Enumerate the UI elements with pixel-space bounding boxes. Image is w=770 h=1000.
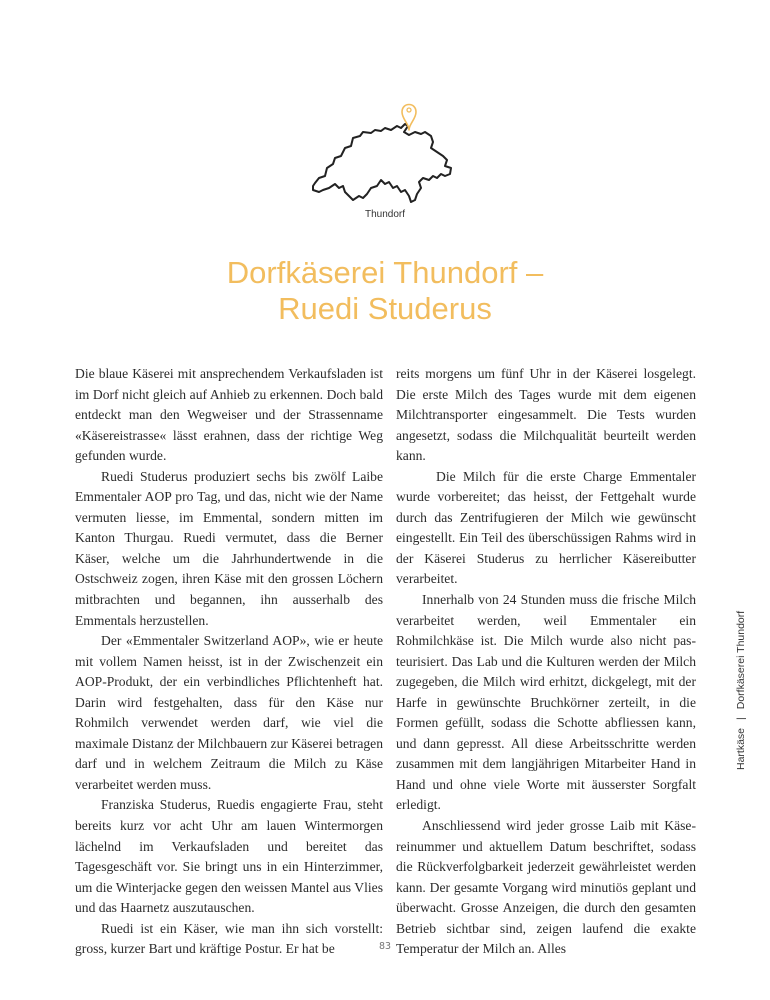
separator: |: [735, 717, 747, 720]
switzerland-map-icon: [305, 88, 465, 213]
paragraph: Die Milch für die erste Charge Emmentaler wurde vorbereitet; das heisst, der Fettgehalt wurde durch das Zentrifugieren der Milch wie gewünscht eingestellt. Ein Teil des überschüssigen Rahms wird in der Käserei Studerus zu herrlicher Käsereibutter verarbeitet.: [396, 468, 696, 587]
page-title: [0, 255, 770, 327]
text-column-left: [75, 364, 383, 960]
paragraph: Franziska Studerus, Ruedis engagierte Frau, steht bereits kurz vor acht Uhr am lauen Wintermorgen lächelnd im Verkaufsladen und bereitet das Tagesgeschäft vor. Sie bringt uns in ein Hinterzimmer, um die Winterjacke gegen den weissen Mantel aus Vlies und das Haarnetz auszutauschen.: [75, 797, 383, 916]
section-label: Hartkäse: [735, 727, 747, 770]
text-column-right: [396, 364, 696, 960]
map-caption: Thundorf: [364, 209, 406, 220]
paragraph: Ruedi Studerus produziert sechs bis zwölf Laibe Emmentaler AOP pro Tag, und das, nicht wie der Name vermuten liesse, im Emmental, sondern mitten im Kanton Thurgau. Ruedi vermutet, dass die Berner Käser, welche um die Jahrhundertwende in die Ostschweiz zogen, ihren Käse mit den grossen Löchern mitbrachten und begannen, ihn ausserhalb des Emmentals herzustellen.: [75, 468, 383, 628]
chapter-label: Dorfkäserei Thundorf: [735, 610, 747, 710]
running-header: [735, 611, 747, 770]
paragraph: Innerhalb von 24 Stunden muss die frische Milch verarbeitet werden, weil Emmentaler ein Rohmilchkäse ist. Die Milch wurde also nicht pasteurisiert. Das Lab und die Kulturen werden der Milch zugegeben, die Milch wird erhitzt, dickgelegt, mit der Harfe in gewünschte Bruchkörner zerteilt, in die Formen gefüllt, sodass die Schotte abfliessen kann, und dann gepresst. All diese Arbeitsschritte werden zusammen mit dem langjährigen Mitarbeiter Hand in Hand und ohne viele Worte mit äusserster Sorgfalt erledigt.: [396, 592, 696, 813]
page-number: 83: [378, 941, 392, 952]
title-line-1: Dorfkäserei Thundorf –: [226, 255, 544, 290]
country-outline: [313, 124, 451, 202]
paragraph: Der «Emmentaler Switzerland AOP», wie er heute mit vollem Namen heisst, ist in der Zwischenzeit ein AOP-Produkt, der ein verbindliches Pflichtenheft hat. Darin wird festgehalten, dass für den Käse nur Rohmilch verwendet werden darf, wie viel die maximale Distanz der Milchbauern zur Käserei betragen darf und in welchem Zeitraum die Milch zu Käse verarbeitet werden muss.: [75, 633, 383, 792]
paragraph: Die blaue Käserei mit ansprechendem Verkaufsladen ist im Dorf nicht gleich auf Anhieb zu erkennen. Doch bald entdeckt man den Wegweiser und der Strassenname «Käsereistrasse« lässt erahnen, dass der richtige Weg gefunden wurde.: [75, 366, 383, 464]
title-line-2: Ruedi Studerus: [278, 291, 492, 326]
map-illustration: [305, 88, 465, 213]
paragraph: Ruedi ist ein Käser, wie man ihn sich vorstellt: gross, kurzer Bart und kräftige Postur. Er hat be: [75, 920, 383, 957]
paragraph: reits morgens um fünf Uhr in der Käserei losgelegt. Die erste Milch des Tages wurde mit dem eigenen Milchtransporter eingesammelt. Die Tests wurden angesetzt, sodass die Milchqualität beurteilt werden kann.: [396, 366, 696, 464]
paragraph: Anschliessend wird jeder grosse Laib mit Käsereinummer und aktuellem Datum beschriftet, sodass die Rückverfolgbarkeit jederzeit gewährleistet werden kann. Der gesamte Vorgang wird minutiös geplant und überwacht. Grosse Anzeigen, die durch den gesamten Betrieb sichtbar sind, zeigen laufend die exakte Temperatur der Milch an. Alles: [396, 818, 696, 957]
